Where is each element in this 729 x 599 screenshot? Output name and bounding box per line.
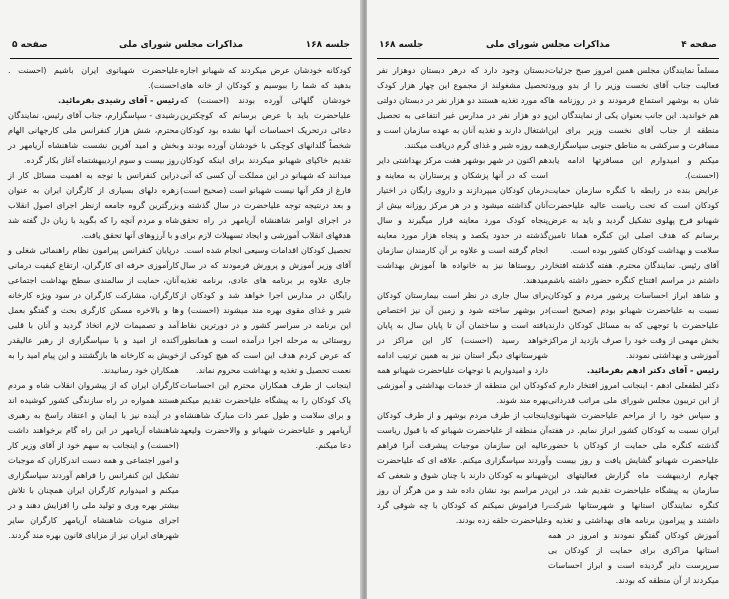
paragraph: کارگران ایران که از پیشروان انقلاب شاه و مردم هستند همواره در راه سازندگی کشور کوشیده اند و در آینده نیز با ایمان و اعتقاد راسخ به رهبری شاهنشاه آریامهر در این راه گام برخواهند داشت (احسنت) و اینجانب به سهم خود از آقای وزیر کار و امور اجتماعی و همه دست اندرکاران که موجبات تشکیل این کنفرانس را فراهم آوردند سپاسگزاری میکنم و امیدوارم کارگران ایران همچنان با تلاش بیشتر بهره وری و تولید ملی را افزایش دهند و در اجرای منویات شاهنشاه آریامهر کارگران سایر شهرهای ایران نیز از مزایای قانون بهره مند گردند. <box>8 380 179 540</box>
page-header <box>12 40 350 56</box>
right-page <box>367 0 729 599</box>
session-number: جلسه ۱۶۸ <box>305 40 350 50</box>
text-column-right <box>548 63 719 588</box>
header-rule <box>377 58 719 59</box>
speaker-line: رئیس - آقای دکتر ادهم بفرمائید. <box>586 365 719 375</box>
publication-title: مذاکرات مجلس شورای ملی <box>485 40 611 50</box>
text-column-right <box>180 63 351 453</box>
paragraph: کودکانه خودشان عرض میکردند که شهبانو اجازه بدهید که شما را ببوسیم و کودکان از خانه های خودشان گلهائی آورده بودند (احسنت) که علیاحضرت باید با عرض برسانم که کوچکترین دعائی درتحریک احساسات آنها نشده بود کودکان شخصاً گلدانهای کوچکی با خودشان آورده بودند و تقدیم خاکپای شهبانو میکردند برای اینکه کودکان میدانند که شهبانو در این مملکت آن کسی که آنی فارغ از فکر آنها نیست شهبانو است (صحیح است) و بعد درنتیجه توجه علیاحضرت در سال گذشته و در اجرای اوامر شاهنشاه آریامهر در راه تحقق هدفهای انقلاب آموزشی و ایجاد تسهیلات لازم برای تحصیل کودکان اقدامات وسیعی انجام شده است. <box>180 65 351 255</box>
session-number: جلسه ۱۶۸ <box>379 40 424 50</box>
paragraph: علیاحضرت شهبانوی ایران باشیم (احسنت . احسنت). <box>8 65 179 90</box>
paragraph: مسلماً نمایندگان مجلس همین امروز صبح جزئیات فعالیت جناب آقای نخست وزیر را از بدو ورود شان به بوشهر استماع فرمودند و در روزنامه ها هم خواندید. این جانب بعنوان یکی از نمایندگان این منطقه از جناب آقای نخست وزیر برای این مسافرت و سرکشی به مناطق جنوبی سپاسگزاری میکنم و امیدوارم این مسافرتها ادامه یابد (احسنت). <box>548 65 719 180</box>
text-column-left <box>377 63 548 528</box>
paragraph: دکتر لطفعلی ادهم - اینجانب امروز افتخار دارم که از این تریبون مجلس شورای ملی مراتب قدردانی و سپاس خود را از مراحم علیاحضرت شهبانوی ایران نسبت به کودکان کشور ابراز نمایم. در هفته گذشته کنگره ملی حمایت از کودکان با حضور علیاحضرت شهبانو گشایش یافت و روز بیست و چهارم اردیبهشت ماه گزارش فعالیتهای این سازمان به پیشگاه علیاحضرت تقدیم شد. در این کنگره نمایندگان استانها و شهرستانها شرکت داشتند و پیرامون برنامه های بهداشتی و تغذیه و آموزش کودکان گفتگو نمودند و امروز در همه استانها مراکزی برای حمایت از کودکان بی سرپرست دایر گردیده است و ابراز احساسات میکردند از آن منطقه که بودند. <box>548 380 719 585</box>
paragraph: عرایض بنده در رابطه با کنگره سازمان حمایت کودکان است که تحت ریاست عالیه علیاحضرت شهبانو فرح پهلوی تشکیل گردید و باید به عرض برسانم که هدف اصلی این کنگره همانا تامین سلامت و بهداشت کودکان کشور بوده است. <box>548 185 719 255</box>
paragraph: دراین کنفرانس با توجه به اهمیت مسائل کار از زهره دلهای بسیاری از کارگران ایران به عنوان بزرگترین گروه جامعه ازنظر اجرای اصول انقلاب شاه و مردم آنچه را که بگوید با زبان دل گفته شد و با آرزوهای آنها تحقق یافت. <box>8 170 179 240</box>
page-header <box>379 40 717 56</box>
header-rule <box>10 58 352 59</box>
page-number: صفحه ۴ <box>681 40 717 50</box>
paragraph: دبستان وجود دارد که درهر دبستان دوهزار نفر تحصیل مشغولند از مجموع این چهار هزار کودک که مورد تغذیه هستند دو هزار نفر در دبستان دولتی و دو هزار نفر در مدارس غیر انتفاعی به تحصیل اشتغال دارند و تغذیه آنان به عهده سازمان است و همه روزه شیر و غذای گرم دریافت میکنند. <box>377 65 548 150</box>
paragraph: اینجانب از طرف مردم بوشهر و از طرف کودکان آن منطقه از علیاحضرت شهبانو که با قبول ریاست عالیه این سازمان موجبات پیشرفت آنرا فراهم آوردند سپاسگزاری میکنم. علاقه ای که علیاحضرت شهبانو به کودکان دارند با چنان شوق و شعفی که در مراسم بود نشان داده شد و من هرگز آن روز را فراموش نمیکنم که کودکان با چه شوقی گرد علیاحضرت حلقه زده بودند. <box>377 410 548 525</box>
paragraph: برای سال جاری در نظر است بیمارستان کودکان در بوشهر ساخته شود و زمین آن نیز اختصاص یافته است و ساختمان آن تا پایان سال به پایان خواهد رسید (احسنت) کار این مراکز در شهرستانهای دیگر استان نیز به همین ترتیب ادامه دارد و امیدواریم با توجهات علیاحضرت شهبانو همه کودکان این منطقه از خدمات بهداشتی و آموزشی بهره مند شوند. <box>377 290 548 405</box>
left-page <box>0 0 362 599</box>
speaker-line: رئیس - آقای رشیدی بفرمائید. <box>57 95 179 105</box>
publication-title: مذاکرات مجلس شورای ملی <box>118 40 244 50</box>
paragraph: هم اکنون در شهر بوشهر هفت مرکز بهداشتی دایر است که در آنها پزشکان و پرستاران به معاینه و درمان کودکان میپردازند و داروی رایگان در اختیار آنان گذاشته میشود و در هر مرکز روزانه بیش از پنجاه کودک مورد معاینه قرار میگیرند و سال گذشته در حدود یکصد و پنجاه هزار مورد معاینه انجام گرفته است و علاوه بر آن کارمندان سازمان در روستاها نیز به خانواده ها آموزش بهداشت میدهند. <box>377 155 548 285</box>
page-number: صفحه ۵ <box>12 40 48 50</box>
paragraph: درپایان کنفرانس پیرامون نظام راهنمائی شغلی و کارآموزی حرفه ای کارگران، ارتقاع کیفیت درمانی آنان، حمایت از سالمندی سطح بهداشت اجتماعی کارگران، مشارکت کارگران در سود ویژه کارخانه ها و بالاخره مسکن کارگری بحث و گفتگو بعمل آمد و تصمیمات لازم اتخاذ گردید و آنان با قلبی آکنده از امید و با سپاسگزاری از رهبر عالیقدر خویش به کارخانه ها بازگشتند و این پیام امید را به همکاران خود رسانیدند. <box>8 245 179 375</box>
paragraph: رشیدی - سپاسگزارم، جناب آقای رئیس، نمایندگان محترم، شش هزار کنفرانس ملی کارجهانی الهام بخش و امید آفرین نشست شاهنشاه آریامهر در روز بیست و سوم اردیبهشتماه آغاز بکار گرده. <box>8 110 179 165</box>
paragraph: اینجانب از طرف همکاران محترم این احساسات پاک کودکان را به پیشگاه علیاحضرت تقدیم میکنم و برای سلامت و طول عمر ذات مبارک شاهنشاه آریامهر و علیاحضرت شهبانو و والاحضرت ولیعهد دعا میکنم. <box>180 380 351 450</box>
text-column-left <box>8 63 179 543</box>
paragraph: آقای رئیس. نمایندگان محترم. هفته گذشته افتخار داشتم در مراسم افتتاح کنگره حضور داشته باشم و شاهد ابراز احساسات پرشور مردم و کودکان نسبت به علیاحضرت شهبانو بودم (صحیح است) علیاحضرت با توجهی که به مسائل کودکان دارند بخش مهمی از وقت خود را صرف بازدید از مراکز آموزشی و بهداشتی نمودند. <box>548 260 719 360</box>
paragraph: آقای وزیر آموزش و پرورش فرمودند که در سال جاری علاوه بر برنامه های عادی، برنامه تغذیه رایگان در مدارس اجرا خواهد شد و کودکان از شیر و غذای مقوی بهره مند میشوند (احسنت) و این برنامه در سراسر کشور و در دورترین نقاط روستائی به مرحله اجرا درآمده است و همانطور که عرض کردم هدف این است که هیچ کودکی از نعمت تحصیل و تغذیه و بهداشت محروم نماند. <box>180 260 351 375</box>
